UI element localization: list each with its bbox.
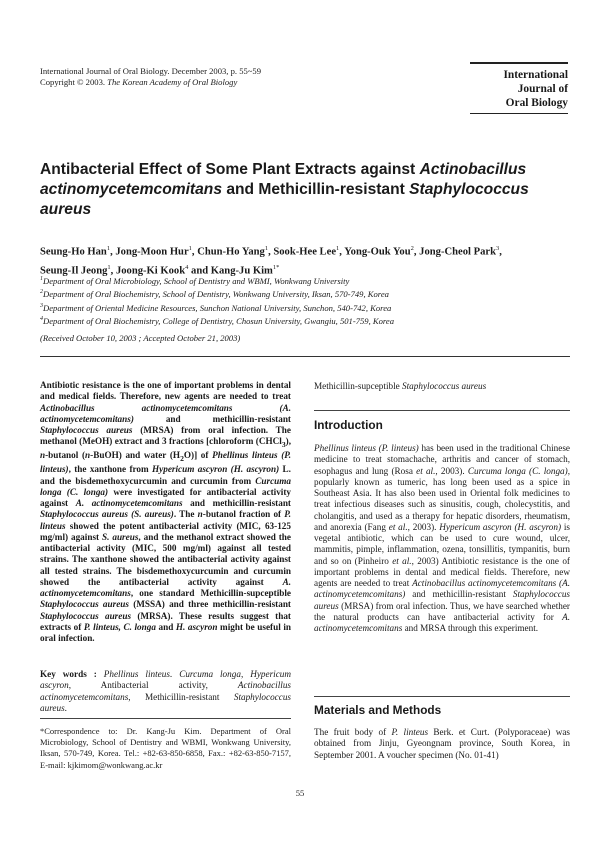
introduction-paragraph: Phellinus linteus (P. linteus) has been used in the traditional Chinese medicine to treat stomachache, arthritis and cancer of stomach, esophagus and lung (Rosa et al., 2003). Curcuma longa (C. longa), popularly known as tumeric, has long been used as a spice in Southeast Asia. It has also been used in Oriental folk medicines to treat infectious diseases such as sinusitis, cough, cholecystitis, and cholangitis, and used as a therapy for hepatic disorders, rheumatism, and anorexia (Fang et al., 2003). Hypericum ascyron (H. ascyron) is vegetal antibiotic, which can be used to cure wound, ulcer, mammitis, pimple, inflammation, ozena, tonsillitis, tympanitis, burn and so on (Pinheiro et al., 2003) Antibiotic resistance is the one of important problems in dental and medical fields. Therefore, new agents are needed to treat Actinobacillus actinomycetemcomitans (A. actinomycetemcomitans) and methicillin-resistant Staphylococcus aureus (MRSA) from oral infection. Thus, we have searched whether the natural products can have antibacterial activity for A. actinomycetemcomitans and MRSA through this experiment.: [314, 443, 571, 633]
author-sup: 1: [264, 245, 269, 252]
author-sup: 1: [107, 263, 111, 271]
badge-top-rule: [470, 62, 568, 64]
author-sup: 3: [495, 245, 500, 252]
author-sup: 2: [410, 245, 414, 252]
affiliation-list: [40, 274, 570, 327]
methods-paragraph: The fruit body of P. linteus Berk. et Curt. (Polyporaceae) was obtained from Jinju, Gyeongnam province, South Korea, in September 2001. A voucher specimen (No. 01-41): [314, 727, 570, 760]
author-name: Jong-Moon Hur: [115, 246, 189, 258]
author-name: Yong-Ouk You: [344, 246, 411, 258]
affiliation: $^4$Department of Oral Biochemistry, College of Dentistry, Chosun University, Gwangiu, 501-759, Korea: [40, 315, 395, 326]
journal-citation: [40, 66, 261, 88]
affiliation: $^3$Department of Oriental Medicine Resources, Sunchon National University, Sunchon, 540-742, Korea: [40, 302, 392, 313]
correspondence-footnote: *Correspondence to: Dr. Kang-Ju Kim. Department of Oral Microbiology, School of Dentistry and WBMI, Wonkwang University, Iksan, 570-749, Korea. Tel.: +82-63-850-6858, Fax.: +82-63-850-7157, E-mail: kjkimom@wonkwang.ac.kr: [40, 726, 291, 770]
author-list: Seung-Ho Han$^1$, Jong-Moon Hur$^1$, Chun-Ho Yang$^1$, Sook-Hee Lee$^1$, Yong-Ouk You$^2$, Jong-Cheol Park$^3$, Seung-Il Jeong$^1$, Joong-Ki Kook$^4$ and Kang-Ju Kim$^{1*}$: [40, 245, 502, 277]
methods-rule: [314, 696, 570, 697]
author-name: Sook-Hee Lee: [273, 246, 337, 258]
copyright-line: Copyright © 2003. The Korean Academy of Oral Biology: [40, 77, 238, 87]
header-divider: [40, 356, 570, 357]
page-number: 55: [295, 788, 305, 798]
badge-line-2: Journal of: [517, 83, 568, 95]
abstract: Antibiotic resistance is the one of important problems in dental and medical fields. Therefore, new agents are needed to treat Actinobacillus actinomycetemcomitans (A. actinomycetemcomitans) and methicillin-resistant Staphylococcus aureus (MRSA) from oral infection. The methanol (MeOH) extract and 3 fractions [chloroform (CHCl$_3$), n-butanol (n-BuOH) and water $(H_2O)$] of Phellinus linteus (P. linteus), the xanthone from Hypericum ascyron (H. ascyron) L. and the bisdemethoxycurcumin and curcumin from Curcuma longa (C. longa) were investigated for antibacterial activity against A. actinomycetemcomitans and methicillin-resistant Staphylococcus aureus (S. aureus). The n-butanol fraction of P. linteus showed the potent antibacterial activity (MIC, 63-125 mg/ml) against S. aureus, and the methanol extract showed the antibacterial activity (MIC, 500 mg/ml) against all tested strains. The xanthone showed the antibacterial activity against all tested strains. The bisdemethoxycurcumin and curcumin showed the antibacterial activity against A. actinomycetemcomitans, one standard Methicillin-supceptible Staphylococcus aureus (MSSA) and three methicillin-resistant Staphylococcus aureus (MRSA). These results suggest that extracts of P. linteus, C. longa and H. ascyron might be useful in oral infection.: [40, 380, 292, 644]
author-name: Joong-Ki Kook: [115, 265, 186, 277]
keywords: Key words : Phellinus linteus. Curcuma longa, Hypericum ascyron, Antibacterial activity, Actinobacillus actinomycetemcomitans, Methicillin-resistant Staphylococcus aureus.: [40, 669, 292, 713]
author-sup: 1: [106, 245, 111, 252]
journal-badge: [470, 68, 568, 110]
journal-line: International Journal of Oral Biology. December 2003, p. 55~59: [40, 66, 262, 76]
author-name: Jong-Cheol Park: [419, 246, 496, 258]
continued-text: Methicillin-supceptible Staphylococcus aureus: [314, 381, 487, 391]
author-name: Kang-Ju Kim: [210, 265, 273, 277]
badge-bottom-rule: [470, 113, 568, 114]
author-sup: 1: [188, 245, 192, 252]
paper-title: Antibacterial Effect of Some Plant Extracts against Actinobacillus actinomycetemcomitans and Methicillin-resistant Staphylococcus aureus: [40, 161, 529, 218]
badge-line-1: International: [503, 69, 568, 81]
author-sup: 1*: [272, 263, 280, 271]
introduction-heading: Introduction: [314, 418, 383, 432]
affiliation: $^2$Department of Oral Biochemistry, School of Dentistry, Wonkwang University, Iksan, 570-749, Korea: [40, 289, 389, 300]
introduction-rule: [314, 410, 570, 411]
badge-line-3: Oral Biology: [505, 97, 568, 109]
affiliation: $^1$Department of Oral Microbiology, School of Dentistry and WBMI, Wonkwang University: [40, 275, 350, 286]
author-name: Seung-Ho Han: [40, 246, 107, 258]
methods-heading: Materials and Methods: [314, 703, 442, 717]
received-dates: (Received October 10, 2003 ; Accepted October 21, 2003): [40, 333, 241, 343]
author-name: Seung-Il Jeong: [40, 265, 108, 277]
author-sup: 1: [336, 245, 340, 252]
footnote-divider: [40, 718, 291, 719]
author-sup: 4: [185, 263, 189, 271]
author-name: Chun-Ho Yang: [197, 246, 265, 258]
